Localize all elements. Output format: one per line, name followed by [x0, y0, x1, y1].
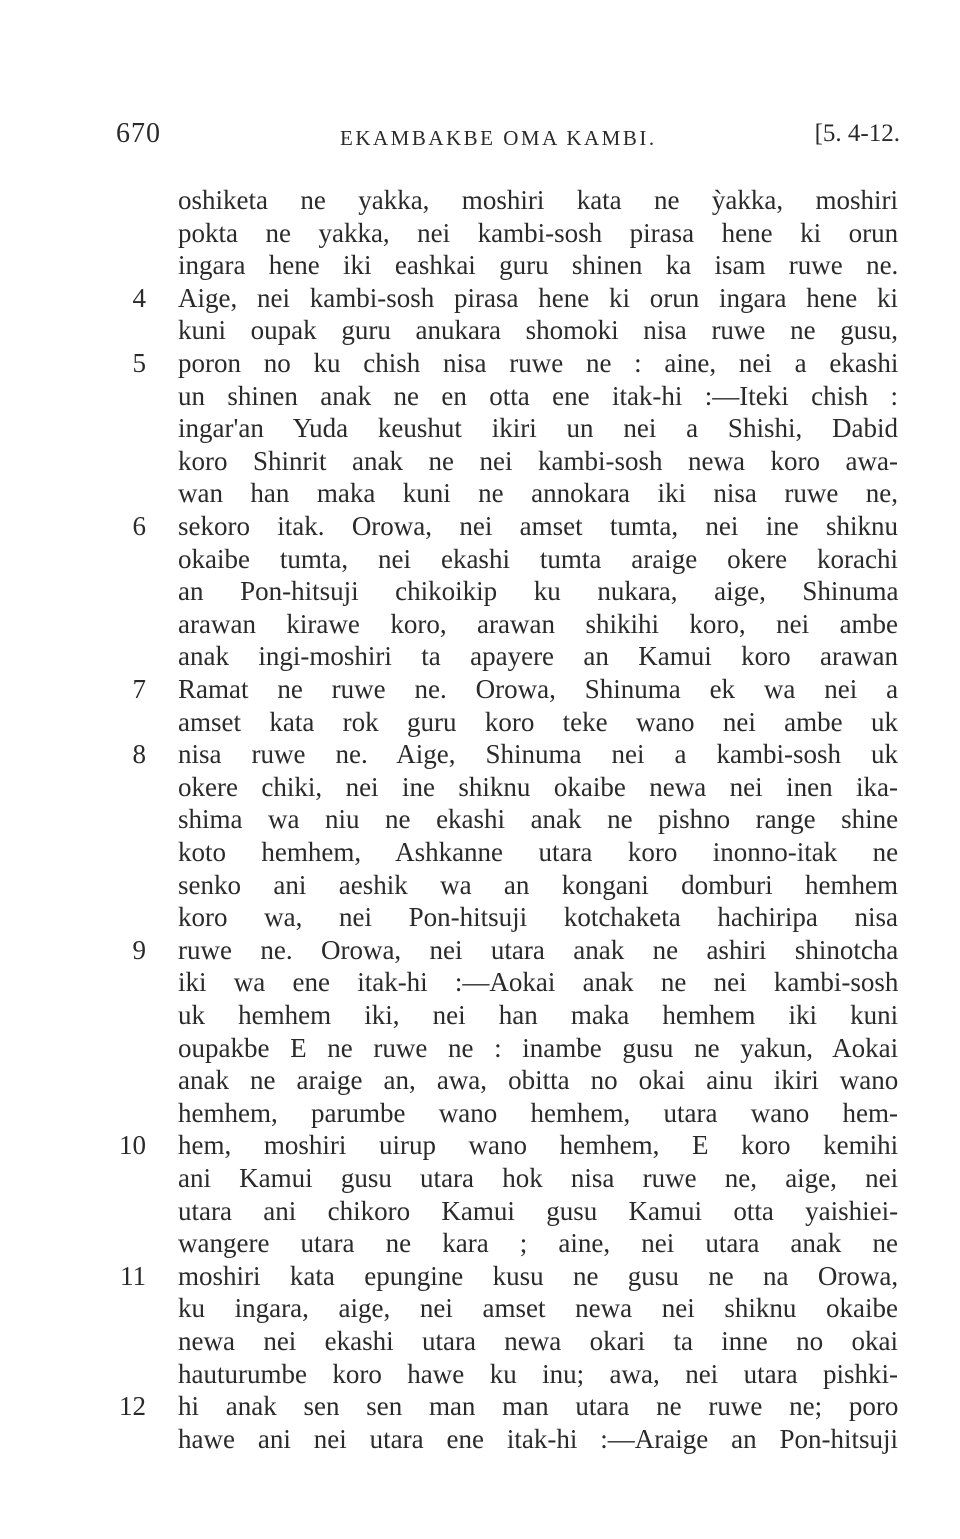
line-text: poron no ku chish nisa ruwe ne : aine, nei a ekashi	[178, 348, 899, 378]
page-number: 670	[116, 118, 161, 149]
text-line	[0, 1195, 960, 1228]
text-line	[0, 673, 960, 706]
verse-number: 4	[132, 282, 146, 313]
line-text: an Pon-hitsuji chikoikip ku nukara, aige, Shinuma	[178, 576, 899, 607]
text-line	[0, 869, 960, 902]
line-text: un shinen anak ne en otta ene itak-hi :—Iteki chish :	[178, 380, 898, 411]
line-text: iki wa ene itak-hi :—Aokai anak ne nei kambi-sosh	[178, 967, 899, 998]
line-text: arawan kirawe koro, arawan shikihi koro, nei ambe	[178, 608, 899, 639]
text-line	[0, 412, 960, 445]
line-text: ingara hene iki eashkai guru shinen ka isam ruwe ne.	[178, 250, 899, 281]
line-text: ruwe ne. Orowa, nei utara anak ne ashiri shinotcha	[178, 934, 899, 965]
text-line	[0, 771, 960, 804]
line-text: hawe ani nei utara ene itak-hi :—Araige an Pon-hitsuji	[178, 1423, 898, 1454]
line-text: wan han maka kuni ne annokara iki nisa ruwe ne,	[178, 478, 898, 509]
verse-number: 12	[119, 1391, 146, 1422]
text-line	[0, 380, 960, 413]
text-line	[0, 477, 960, 510]
text-line	[0, 640, 960, 673]
text-line	[0, 901, 960, 934]
line-text: okaibe tumta, nei ekashi tumta araige okere korachi	[178, 543, 898, 574]
page-header	[0, 118, 960, 158]
text-line	[0, 1423, 960, 1456]
text-line	[0, 314, 960, 347]
text-line	[0, 1325, 960, 1358]
verse-number: 8	[132, 739, 146, 770]
verse-number: 7	[132, 674, 146, 704]
line-text: hemhem, parumbe wano hemhem, utara wano hem-	[178, 1097, 898, 1128]
line-text: hem, moshiri uirup wano hemhem, E koro kemihi	[178, 1130, 899, 1161]
line-text: shima wa niu ne ekashi anak ne pishno range shine	[178, 804, 899, 835]
line-text: nisa ruwe ne. Aige, Shinuma nei a kambi-sosh uk	[178, 739, 898, 770]
text-line	[0, 836, 960, 869]
text-line	[0, 934, 960, 967]
line-text: ingar'an Yuda keushut ikiri un nei a Shishi, Dabid	[178, 413, 898, 444]
verse-number: 10	[119, 1130, 146, 1161]
verse-number: 11	[120, 1260, 146, 1291]
line-text: okere chiki, nei ine shiknu okaibe newa nei inen ika-	[178, 771, 898, 802]
text-line	[0, 445, 960, 478]
text-line	[0, 1162, 960, 1195]
line-text: pokta ne yakka, nei kambi-sosh pirasa hene ki orun	[178, 217, 899, 248]
line-text: ani Kamui gusu utara hok nisa ruwe ne, aige, nei	[178, 1163, 899, 1193]
line-text: senko ani aeshik wa an kongani domburi hemhem	[178, 869, 898, 900]
text-line	[0, 803, 960, 836]
line-text: koro wa, nei Pon-hitsuji kotchaketa hachiripa nisa	[178, 902, 898, 933]
line-text: koro Shinrit anak ne nei kambi-sosh newa koro awa-	[178, 445, 898, 476]
line-text: uk hemhem iki, nei han maka hemhem iki kuni	[178, 1000, 899, 1030]
text-line	[0, 966, 960, 999]
text-line	[0, 706, 960, 739]
text-line	[0, 1227, 960, 1260]
text-line	[0, 249, 960, 282]
text-line	[0, 347, 960, 380]
line-text: hi anak sen sen man man utara ne ruwe ne; poro	[178, 1391, 899, 1422]
line-text: moshiri kata epungine kusu ne gusu ne na Orowa,	[178, 1260, 899, 1291]
verse-number: 6	[132, 511, 146, 541]
text-line	[0, 1358, 960, 1391]
line-text: wangere utara ne kara ; aine, nei utara anak ne	[178, 1228, 898, 1259]
running-title: EKAMBAKBE OMA KAMBI.	[340, 126, 657, 150]
text-line	[0, 510, 960, 543]
text-line	[0, 217, 960, 250]
line-text: oshiketa ne yakka, moshiri kata ne ỳakka, moshiri	[178, 185, 898, 215]
line-text: oupakbe E ne ruwe ne : inambe gusu ne yakun, Aokai	[178, 1032, 899, 1063]
text-line	[0, 1390, 960, 1423]
line-text: newa nei ekashi utara newa okari ta inne no okai	[178, 1326, 898, 1356]
line-text: hauturumbe koro hawe ku inu; awa, nei utara pishki-	[178, 1358, 898, 1389]
text-line	[0, 184, 960, 217]
line-text: koto hemhem, Ashkanne utara koro inonno-itak ne	[178, 837, 899, 867]
line-text: amset kata rok guru koro teke wano nei ambe uk	[178, 706, 898, 737]
line-text: kuni oupak guru anukara shomoki nisa ruwe ne gusu,	[178, 315, 898, 346]
text-line	[0, 999, 960, 1032]
line-text: utara ani chikoro Kamui gusu Kamui otta yaishiei-	[178, 1195, 899, 1226]
line-text: sekoro itak. Orowa, nei amset tumta, nei ine shiknu	[178, 511, 898, 541]
section-reference: [5. 4-12.	[814, 120, 900, 147]
line-text: ku ingara, aige, nei amset newa nei shiknu okaibe	[178, 1293, 898, 1324]
text-line	[0, 608, 960, 641]
text-line	[0, 575, 960, 608]
text-line	[0, 1097, 960, 1130]
verse-number: 5	[132, 348, 146, 378]
text-line	[0, 1064, 960, 1097]
text-line	[0, 1032, 960, 1065]
text-line	[0, 1129, 960, 1162]
text-line	[0, 1292, 960, 1325]
verse-number: 9	[132, 934, 146, 965]
text-line	[0, 738, 960, 771]
text-line	[0, 543, 960, 576]
line-text: anak ingi-moshiri ta apayere an Kamui koro arawan	[178, 641, 898, 672]
line-text: Aige, nei kambi-sosh pirasa hene ki orun ingara hene ki	[178, 282, 898, 313]
text-line	[0, 1260, 960, 1293]
line-text: Ramat ne ruwe ne. Orowa, Shinuma ek wa nei a	[178, 674, 899, 704]
line-text: anak ne araige an, awa, obitta no okai ainu ikiri wano	[178, 1065, 899, 1096]
text-line	[0, 282, 960, 315]
